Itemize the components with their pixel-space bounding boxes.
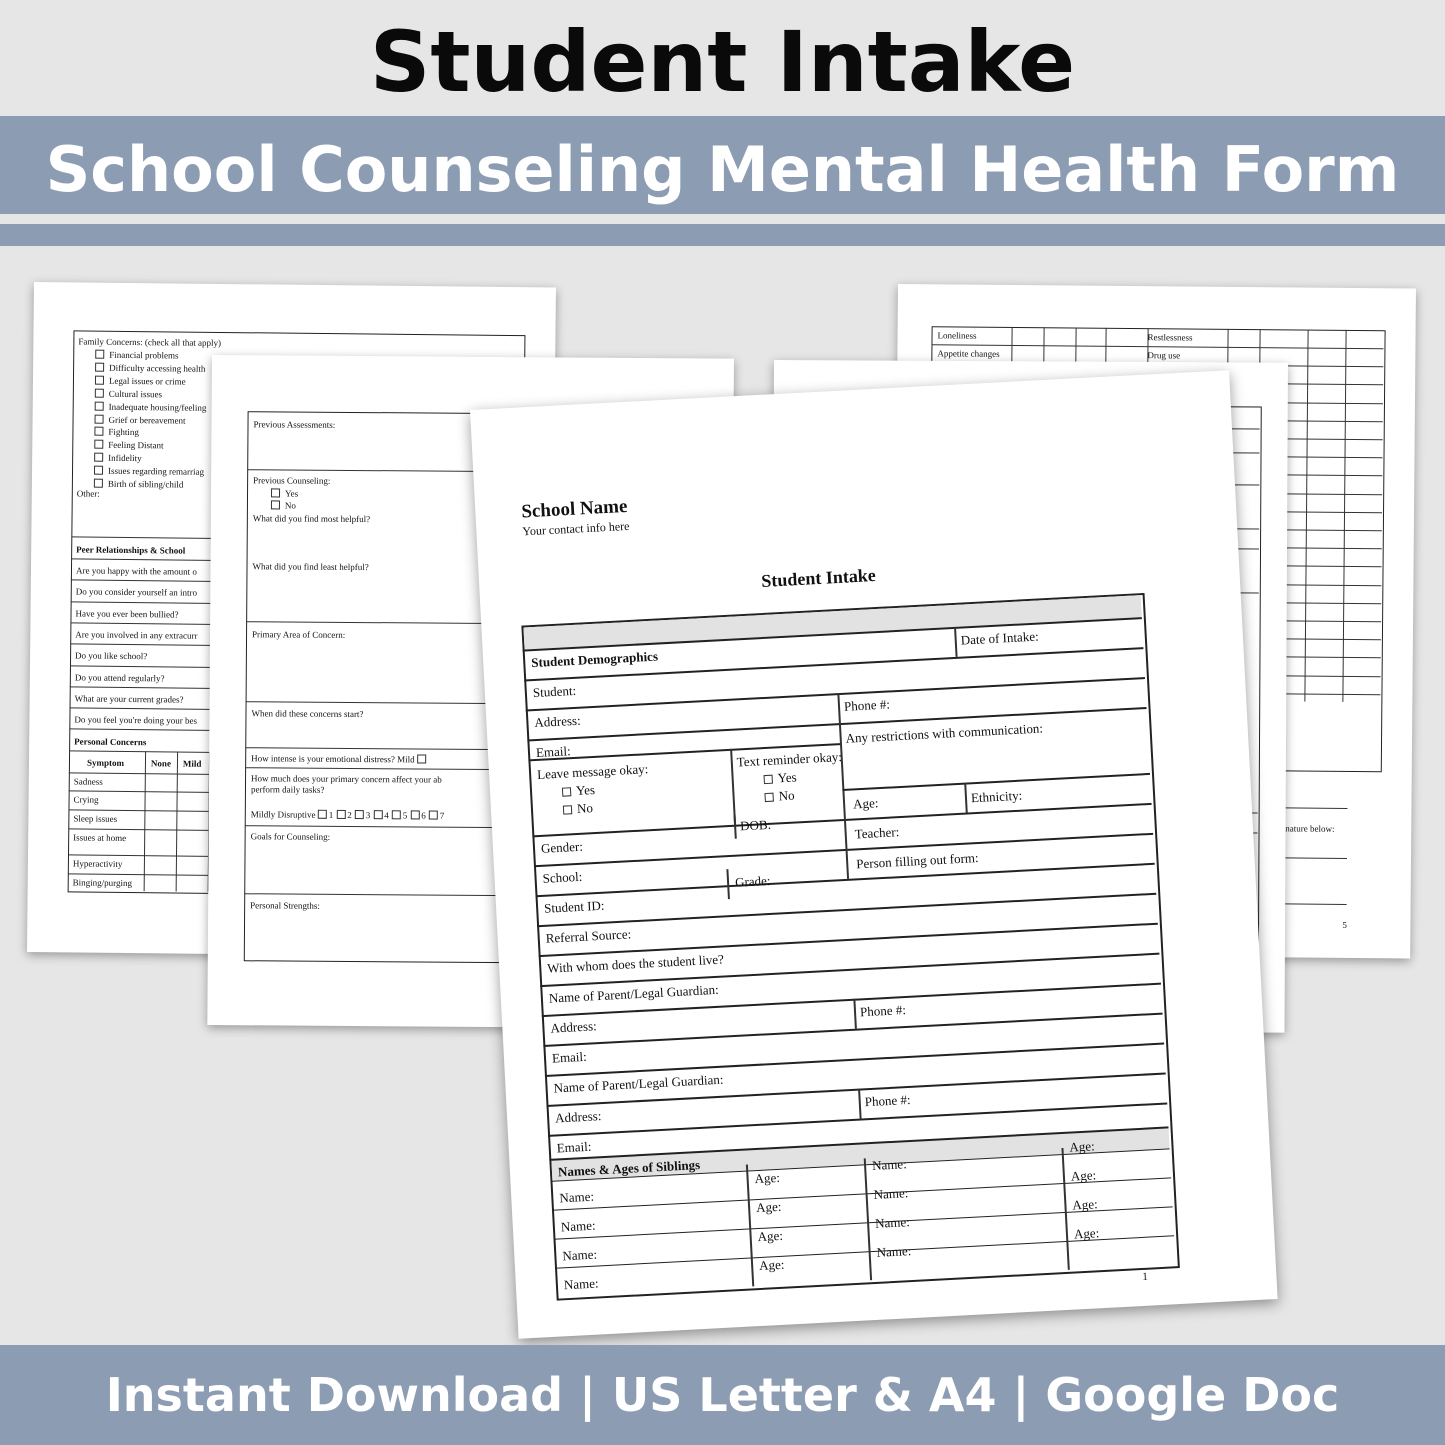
- ethnicity-field[interactable]: Ethnicity:: [970, 787, 1023, 806]
- checkbox-icon: [764, 775, 773, 784]
- parent1-email-field[interactable]: Email:: [551, 1048, 588, 1066]
- sibling-name-field[interactable]: Name:: [876, 1243, 912, 1260]
- family-concern-label: Cultural issues: [108, 388, 163, 400]
- text-reminder-yes[interactable]: [763, 769, 797, 787]
- parent2-email-field[interactable]: Email:: [556, 1138, 592, 1156]
- checkbox-icon[interactable]: [336, 810, 345, 819]
- scale-value: 7: [439, 810, 445, 821]
- sibling-age-field[interactable]: Age:: [1073, 1225, 1100, 1242]
- date-intake-field[interactable]: Date of Intake:: [960, 628, 1039, 648]
- yes-label: Yes: [284, 488, 299, 499]
- prev-yes-option[interactable]: [271, 488, 298, 498]
- symptom-label: Sadness: [73, 776, 103, 787]
- referral-field[interactable]: Referral Source:: [545, 926, 632, 946]
- scale-value: 2: [347, 809, 352, 820]
- student-field[interactable]: Student:: [532, 682, 577, 701]
- family-concern-label: Difficulty accessing health: [109, 362, 206, 374]
- family-concern-item[interactable]: [94, 440, 163, 451]
- checkbox-icon[interactable]: [318, 810, 327, 819]
- previous-assessments-label: Previous Assessments:: [253, 419, 336, 430]
- least-helpful-label: What did you find least helpful?: [252, 561, 369, 573]
- checkbox-icon: [95, 350, 104, 359]
- sibling-age-field[interactable]: Age:: [754, 1169, 781, 1187]
- peer-question: What are your current grades?: [74, 693, 184, 705]
- grade-field[interactable]: Grade:: [734, 872, 771, 890]
- no-label: No: [284, 500, 296, 511]
- checkbox-icon[interactable]: [410, 810, 419, 819]
- page-number: 5: [1342, 919, 1347, 930]
- checkbox-icon: [94, 479, 103, 488]
- scale-value: 3: [365, 810, 371, 821]
- scale-value: 4: [384, 810, 389, 821]
- footer-band: [0, 1345, 1445, 1445]
- parent1-address-field[interactable]: Address:: [550, 1018, 598, 1036]
- checkbox-icon: [95, 388, 104, 397]
- sibling-age-field[interactable]: Age:: [757, 1227, 784, 1245]
- peer-question: Do you like school?: [75, 650, 148, 662]
- intensity-text: How intense is your emotional distress? Mild: [251, 753, 415, 765]
- symptom-label: Sleep issues: [73, 813, 118, 824]
- checkbox-icon: [271, 488, 280, 497]
- footer-text: Instant Download | US Letter & A4 | Google Doc: [105, 1368, 1340, 1422]
- checkbox-icon: [271, 500, 280, 509]
- gender-field[interactable]: Gender:: [540, 838, 584, 856]
- family-concern-item[interactable]: [95, 363, 205, 374]
- none-header: None: [150, 758, 172, 769]
- family-concern-item[interactable]: [94, 453, 142, 463]
- affect-label-2: perform daily tasks?: [250, 784, 325, 795]
- family-concern-item[interactable]: [95, 414, 186, 425]
- family-concerns-list: [34, 282, 556, 287]
- sibling-name-field[interactable]: Name:: [874, 1214, 911, 1231]
- sibling-name-field[interactable]: Name:: [562, 1246, 598, 1264]
- parent2-phone-field[interactable]: Phone #:: [864, 1091, 911, 1110]
- checkbox-icon: [95, 414, 104, 423]
- sibling-age-field[interactable]: Age:: [1069, 1138, 1096, 1155]
- concerns-start-label: When did these concerns start?: [251, 708, 364, 720]
- parent2-address-field[interactable]: Address:: [554, 1108, 602, 1126]
- sibling-name-field[interactable]: Name:: [871, 1156, 908, 1173]
- checkbox-icon[interactable]: [373, 810, 382, 819]
- leave-message-label: Leave message okay:: [536, 761, 649, 782]
- family-concern-item[interactable]: [94, 427, 139, 437]
- header-title: Student Intake: [369, 13, 1076, 111]
- yes-label: Yes: [777, 769, 797, 786]
- form-title: Student Intake: [760, 565, 877, 591]
- family-concern-item[interactable]: [95, 350, 178, 361]
- sibling-name-field[interactable]: Name:: [873, 1185, 909, 1202]
- restlessness-label: Restlessness: [1147, 332, 1193, 343]
- goals-label: Goals for Counseling:: [250, 831, 331, 842]
- siblings-title: Names & Ages of Siblings: [557, 1157, 701, 1180]
- family-concern-label: Grief or bereavement: [108, 414, 186, 426]
- school-name: School Name: [520, 495, 628, 523]
- family-concerns-title: Family Concerns: (check all that apply): [78, 336, 222, 348]
- parent1-phone-field[interactable]: Phone #:: [859, 1002, 907, 1020]
- checkbox-icon[interactable]: [355, 810, 364, 819]
- dob-field[interactable]: DOB:: [739, 816, 772, 834]
- divider-band: [0, 224, 1445, 246]
- leave-msg-yes[interactable]: [562, 782, 596, 800]
- text-reminder-label: Text reminder okay:: [736, 749, 843, 770]
- peer-question: Do you attend regularly?: [74, 671, 165, 683]
- checkbox-icon: [94, 440, 103, 449]
- intensity-label: [251, 753, 431, 764]
- appetite-label: Appetite changes: [937, 348, 1000, 359]
- mildly-label: Mildly Disruptive: [250, 809, 316, 820]
- yes-label: Yes: [575, 781, 596, 798]
- sibling-name-field[interactable]: Name:: [563, 1275, 599, 1293]
- age-field[interactable]: Age:: [852, 795, 879, 812]
- student-id-field[interactable]: Student ID:: [543, 897, 605, 916]
- affect-label: How much does your primary concern affect your ab: [251, 773, 442, 785]
- family-concern-label: Feeling Distant: [108, 440, 164, 451]
- sibling-age-field[interactable]: Age:: [755, 1198, 782, 1216]
- family-concern-label: Infidelity: [108, 452, 142, 464]
- checkbox-icon[interactable]: [429, 811, 438, 820]
- symptom-header: Symptom: [86, 757, 125, 768]
- checkbox-icon: [94, 453, 103, 462]
- family-concern-item[interactable]: [95, 388, 162, 399]
- symptom-grid: [898, 284, 1416, 289]
- no-label: No: [778, 787, 795, 804]
- parent1-name-field[interactable]: Name of Parent/Legal Guardian:: [548, 981, 720, 1006]
- previous-counseling-label: Previous Counseling:: [253, 475, 331, 486]
- leave-msg-no[interactable]: [563, 800, 594, 818]
- subtitle: School Counseling Mental Health Form: [45, 133, 1400, 206]
- scale-row: [318, 810, 448, 821]
- scale-value: 6: [421, 810, 426, 821]
- no-label: No: [576, 800, 594, 816]
- checkbox-icon: [94, 427, 103, 436]
- checkbox-icon: [562, 787, 571, 796]
- prev-no-option[interactable]: [271, 500, 296, 510]
- peer-questions-list: [34, 282, 556, 287]
- form-page-student-intake: [470, 370, 1278, 1339]
- contact-info: Your contact info here: [522, 518, 630, 539]
- symptom-label: Hyperactivity: [72, 858, 123, 869]
- peer-question: Do you consider yourself an intro: [75, 586, 198, 599]
- sibling-age-field[interactable]: Age:: [1070, 1167, 1097, 1184]
- symptom-label: Binging/purging: [72, 877, 133, 889]
- family-concern-item[interactable]: [94, 466, 204, 477]
- family-concern-item[interactable]: [95, 401, 207, 412]
- checkbox-icon: [95, 401, 104, 410]
- peer-question: Do you feel you're doing your bes: [74, 714, 198, 726]
- scale-value: 5: [402, 810, 408, 821]
- peer-title: Peer Relationships & School: [76, 544, 186, 556]
- sibling-name-field[interactable]: Name:: [558, 1188, 595, 1206]
- family-concern-label: Legal issues or crime: [108, 375, 186, 387]
- family-concern-label: Fighting: [108, 427, 139, 438]
- personal-concerns-title: Personal Concerns: [74, 736, 147, 748]
- drug-use-label: Drug use: [1147, 350, 1181, 361]
- subtitle-band: [0, 116, 1445, 214]
- checkbox-icon[interactable]: [392, 810, 401, 819]
- phone-field[interactable]: Phone #:: [843, 696, 891, 714]
- sibling-name-field[interactable]: Name:: [560, 1217, 596, 1235]
- most-helpful-label: What did you find most helpful?: [252, 513, 371, 525]
- lives-with-field[interactable]: With whom does the student live?: [546, 951, 725, 976]
- mild-header: Mild: [182, 758, 202, 769]
- address-field[interactable]: Address:: [534, 712, 581, 731]
- checkbox-icon: [764, 793, 773, 802]
- disruption-scale: [251, 809, 448, 820]
- family-concern-label: Inadequate housing/feeling: [108, 401, 207, 413]
- strengths-label: Personal Strengths:: [250, 900, 320, 911]
- peer-question: Are you involved in any extracurr: [75, 629, 198, 641]
- symptom-label: Crying: [73, 794, 99, 805]
- checkbox-icon: [95, 363, 104, 372]
- parent2-name-field[interactable]: Name of Parent/Legal Guardian:: [553, 1071, 724, 1096]
- primary-area-label: Primary Area of Concern:: [252, 629, 346, 640]
- checkbox-icon: [95, 375, 104, 384]
- other-label: Other:: [76, 488, 100, 499]
- symptom-list: [34, 282, 556, 287]
- family-concern-item[interactable]: [95, 375, 186, 386]
- checkbox-icon: [563, 805, 572, 814]
- loneliness-label: Loneliness: [937, 330, 977, 341]
- peer-question: Are you happy with the amount o: [75, 565, 198, 577]
- person-filling-field[interactable]: Person filling out form:: [855, 850, 979, 872]
- teacher-field[interactable]: Teacher:: [854, 824, 900, 842]
- demographics-title: Student Demographics: [530, 648, 659, 671]
- family-concern-label: Financial problems: [109, 349, 179, 361]
- family-concern-item[interactable]: [94, 479, 184, 490]
- family-concern-label: Birth of sibling/child: [107, 478, 184, 490]
- checkbox-icon: [94, 466, 103, 475]
- checkbox-icon[interactable]: [417, 754, 426, 763]
- page-number: 1: [1141, 1270, 1149, 1283]
- sibling-age-field[interactable]: Age:: [758, 1256, 785, 1274]
- symptom-label: Issues at home: [73, 832, 127, 843]
- text-reminder-no[interactable]: [764, 788, 795, 806]
- family-concern-label: Issues regarding remarriag: [107, 465, 205, 477]
- restrictions-field[interactable]: Any restrictions with communication:: [845, 720, 1044, 746]
- scale-value: 1: [328, 809, 334, 820]
- email-field[interactable]: Email:: [535, 743, 572, 761]
- peer-question: Have you ever been bullied?: [75, 608, 179, 620]
- sibling-age-field[interactable]: Age:: [1072, 1196, 1099, 1213]
- signature-label: nature below:: [1285, 823, 1335, 834]
- school-field[interactable]: School:: [542, 868, 583, 886]
